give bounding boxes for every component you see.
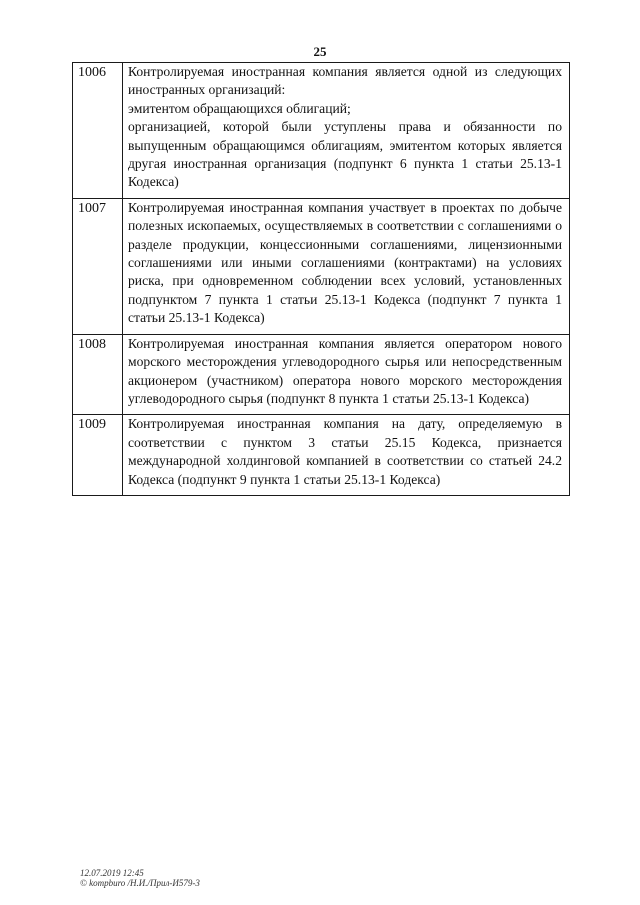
description-cell — [123, 415, 570, 496]
code-cell: 1009 — [73, 415, 123, 496]
description-paragraph: Контролируемая иностранная компания участвует в проектах по добыче полезных ископаемых, осуществляемых в соответствии с соглашениями о разделе продукции, концессионными соглашениями, лицензионными соглашениями или иными соглашениями (контрактами) на условиях риска, при одновременном соблюдении всех условий, установленных подпунктом 7 пункта 1 статьи 25.13-1 Кодекса (подпункт 7 пункта 1 статьи 25.13-1 Кодекса) — [128, 199, 562, 326]
description-cell — [123, 198, 570, 334]
table-row — [73, 198, 570, 334]
description-paragraph: Контролируемая иностранная компания на дату, определяемую в соответствии с пунктом 3 статьи 25.15 Кодекса, признается международной холдинговой компанией в соответствии со статьей 24.2 Кодекса (подпункт 9 пункта 1 статьи 25.13-1 Кодекса) — [128, 416, 562, 487]
code-cell: 1006 — [73, 63, 123, 199]
footer-doc-ref: © kompburo /Н.И./Прил-И579-3 — [80, 878, 200, 888]
footer-date: 12.07.2019 12:45 — [80, 868, 144, 878]
description-paragraph: Контролируемая иностранная компания является одной из следующих иностранных организаций: — [128, 64, 562, 98]
description-paragraph: Контролируемая иностранная компания является оператором нового морского месторождения углеводородного сырья или непосредственным акционером (участником) оператора нового морского месторождения углеводородного сырья (подпункт 8 пункта 1 статьи 25.13-1 Кодекса) — [128, 335, 562, 406]
codes-table-body — [73, 63, 570, 496]
table-row — [73, 415, 570, 496]
table-row — [73, 334, 570, 415]
description-paragraph: организацией, которой были уступлены права и обязанности по выпущенным обращающимся облигациям, эмитентом которых является другая иностранная организация (подпункт 6 пункта 1 статьи 25.13-1 Кодекса) — [128, 119, 562, 190]
codes-table — [72, 62, 570, 496]
page-number: 25 — [313, 44, 327, 59]
description-cell — [123, 63, 570, 199]
description-paragraph: эмитентом обращающихся облигаций; — [128, 100, 351, 116]
table-row — [73, 63, 570, 199]
code-cell: 1008 — [73, 334, 123, 415]
document-footer — [80, 868, 200, 888]
description-cell — [123, 334, 570, 415]
code-cell: 1007 — [73, 198, 123, 334]
